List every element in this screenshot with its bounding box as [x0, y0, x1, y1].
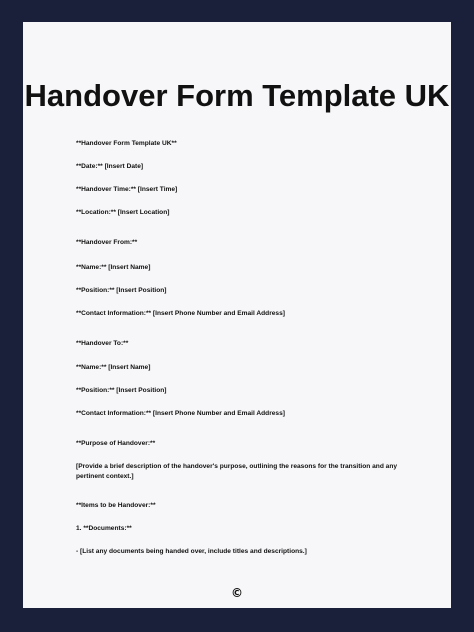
doc-line-documents-list: - [List any documents being handed over, include titles and descriptions.] — [76, 548, 307, 555]
doc-line-to-contact: **Contact Information:** [Insert Phone Number and Email Address] — [76, 410, 285, 417]
doc-line-handover-from: **Handover From:** — [76, 239, 138, 246]
doc-line-purpose-text: [Provide a brief description of the handover's purpose, outlining the reasons for the transition and any pertinent context.] — [76, 463, 398, 480]
document-title: Handover Form Template UK — [24, 78, 450, 113]
copyright-icon: © — [231, 586, 243, 600]
document-page — [23, 22, 451, 608]
doc-line-location: **Location:** [Insert Location] — [76, 209, 170, 216]
doc-line-handover-time: **Handover Time:** [Insert Time] — [76, 186, 178, 193]
doc-line-handover-to: **Handover To:** — [76, 340, 129, 347]
doc-line-documents: 1. **Documents:** — [76, 525, 132, 532]
doc-line-date: **Date:** [Insert Date] — [76, 163, 144, 170]
doc-line-items-heading: **Items to be Handover:** — [76, 502, 156, 509]
doc-line-heading: **Handover Form Template UK** — [76, 140, 177, 147]
doc-line-to-position: **Position:** [Insert Position] — [76, 387, 167, 394]
doc-line-from-name: **Name:** [Insert Name] — [76, 264, 151, 271]
doc-line-purpose-heading: **Purpose of Handover:** — [76, 440, 156, 447]
doc-line-from-contact: **Contact Information:** [Insert Phone Number and Email Address] — [76, 310, 285, 317]
doc-line-from-position: **Position:** [Insert Position] — [76, 287, 167, 294]
doc-line-to-name: **Name:** [Insert Name] — [76, 364, 151, 371]
